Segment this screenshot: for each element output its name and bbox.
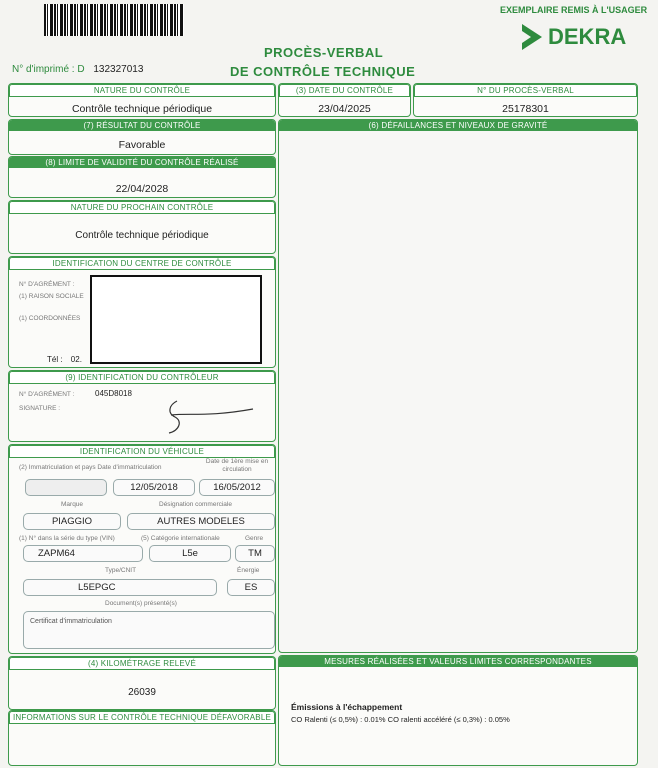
defects-label: (6) DÉFAILLANCES ET NIVEAUX DE GRAVITÉ xyxy=(279,120,637,131)
immat-plate xyxy=(25,479,107,496)
center-tel-label: Tél : xyxy=(47,355,63,364)
next-label: NATURE DU PROCHAIN CONTRÔLE xyxy=(9,201,275,214)
docs-value: Certificat d'immatriculation xyxy=(30,618,112,625)
type-label: Type/CNIT xyxy=(105,567,137,574)
page-title-1: PROCÈS-VERBAL xyxy=(264,45,384,60)
defects-panel xyxy=(278,119,638,653)
unfavorable-box xyxy=(8,710,276,766)
nature-box xyxy=(8,83,276,117)
mileage-box xyxy=(8,656,276,710)
unfavorable-label: INFORMATIONS SUR LE CONTRÔLE TECHNIQUE DÉFAVORABLE xyxy=(9,711,275,724)
first-circ: 16/05/2012 xyxy=(199,479,275,496)
vin-value xyxy=(23,545,143,562)
genre-label: Genre xyxy=(245,535,264,542)
vin-label: (1) N° dans la série du type (VIN) xyxy=(19,535,115,542)
controller-agrement: N° D'AGRÉMENT : xyxy=(19,391,75,398)
center-label: IDENTIFICATION DU CENTRE DE CONTRÔLE xyxy=(9,257,275,270)
controller-label: (9) IDENTIFICATION DU CONTRÔLEUR xyxy=(9,371,275,384)
pv-value: 25178301 xyxy=(502,103,549,115)
cat-label: (5) Catégorie internationale xyxy=(141,535,220,542)
designation-value: AUTRES MODELES xyxy=(127,513,275,530)
center-coords: (1) COORDONNÉES xyxy=(19,315,81,322)
type-value-text: L5EPGC xyxy=(78,582,116,593)
result-value: Favorable xyxy=(118,139,166,151)
printed-number-label: N° d'imprimé : D xyxy=(12,64,85,75)
docs-label: Document(s) présenté(s) xyxy=(105,600,177,607)
dekra-logo-icon xyxy=(522,24,542,50)
validity-label: (8) LIMITE DE VALIDITÉ DU CONTRÔLE RÉALISÉ xyxy=(9,157,275,168)
measures-title: Émissions à l'échappement xyxy=(291,702,403,712)
genre-value: TM xyxy=(235,545,275,562)
mileage-label: (4) KILOMÉTRAGE RELEVÉ xyxy=(9,657,275,670)
first-circ-label: Date de 1ère mise en circulation xyxy=(205,458,269,473)
pv-label: N° DU PROCÈS-VERBAL xyxy=(414,84,637,97)
dekra-logo xyxy=(522,24,642,52)
vehicle-label: IDENTIFICATION DU VÉHICULE xyxy=(9,445,275,458)
vehicle-box xyxy=(8,444,276,654)
immat-label: (2) Immatriculation et pays Date d'immatriculation xyxy=(19,464,162,471)
type-value xyxy=(23,579,217,596)
result-label: (7) RÉSULTAT DU CONTRÔLE xyxy=(9,120,275,131)
energy-label: Énergie xyxy=(237,567,260,574)
marque-label: Marque xyxy=(61,501,84,508)
controller-signature: SIGNATURE : xyxy=(19,405,61,412)
result-box xyxy=(8,119,276,155)
pv-box xyxy=(413,83,638,117)
center-tel xyxy=(47,355,82,364)
energy-value: ES xyxy=(227,579,275,596)
printed-number-value: 132327013 xyxy=(93,64,144,75)
controller-agrement-value: 045D8018 xyxy=(95,389,132,398)
mileage-value: 26039 xyxy=(128,687,156,698)
immat-date: 12/05/2018 xyxy=(113,479,195,496)
cat-value: L5e xyxy=(149,545,231,562)
next-value: Contrôle technique périodique xyxy=(75,230,209,241)
controller-box xyxy=(8,370,276,442)
printed-number xyxy=(12,64,143,75)
center-raison: (1) RAISON SOCIALE xyxy=(19,293,84,300)
validity-value: 22/04/2028 xyxy=(115,183,169,195)
center-tel-value: 02. xyxy=(70,355,82,364)
next-box xyxy=(8,200,276,254)
date-value: 23/04/2025 xyxy=(318,103,371,115)
vin-value-text: ZAPM64 xyxy=(38,548,75,559)
barcode xyxy=(44,4,184,36)
redaction-box xyxy=(90,275,262,364)
date-label: (3) DATE DU CONTRÔLE xyxy=(279,84,410,97)
docs-box xyxy=(23,611,275,649)
nature-label: NATURE DU CONTRÔLE xyxy=(9,84,275,97)
marque-value: PIAGGIO xyxy=(23,513,121,530)
brand-name: DEKRA xyxy=(548,24,627,49)
measures-box xyxy=(278,655,638,766)
measures-label: MESURES RÉALISÉES ET VALEURS LIMITES CORRESPONDANTES xyxy=(279,656,637,667)
measures-line: CO Ralenti (≤ 0,5%) : 0.01% CO ralenti accéléré (≤ 0,3%) : 0.05% xyxy=(291,715,510,724)
page-title-2: DE CONTRÔLE TECHNIQUE xyxy=(230,64,416,79)
designation-label: Désignation commerciale xyxy=(159,501,232,508)
copy-label: EXEMPLAIRE REMIS À L'USAGER xyxy=(500,5,648,15)
date-box xyxy=(278,83,411,117)
nature-value: Contrôle technique périodique xyxy=(71,103,213,115)
center-agrement: N° D'AGRÉMENT : xyxy=(19,281,75,288)
validity-box xyxy=(8,156,276,198)
signature-mark xyxy=(149,395,259,439)
